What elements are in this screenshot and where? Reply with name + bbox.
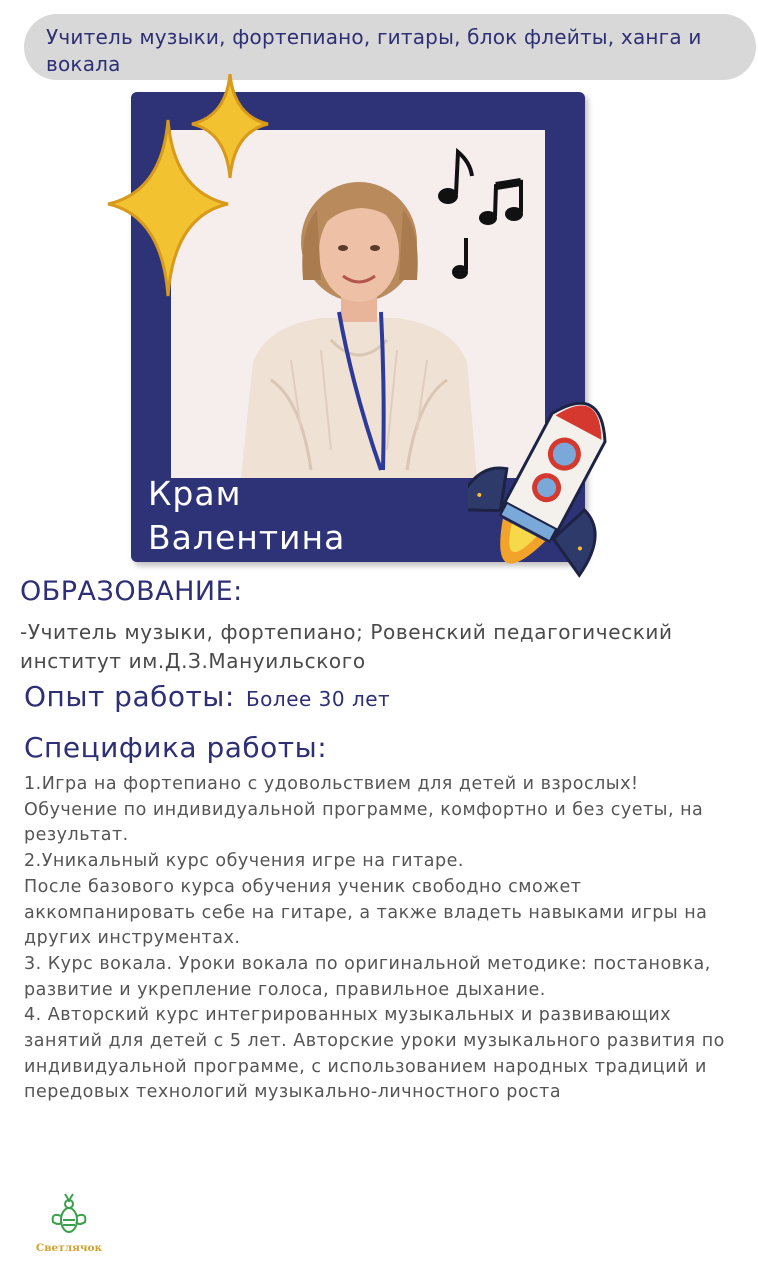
list-item: 3. Курс вокала. Уроки вокала по оригинальной методике: постановка, развитие и укрепление голоса, правильное дыхание.	[24, 953, 711, 1000]
page-title-banner	[24, 14, 756, 80]
specifics-list	[24, 772, 734, 1106]
education-text: -Учитель музыки, фортепиано; Ровенский педагогический институт им.Д.З.Мануильского	[20, 620, 673, 673]
music-notes-icon	[432, 146, 532, 286]
teacher-first-name: Валентина	[148, 518, 346, 557]
list-item: 1.Игра на фортепиано с удовольствием для детей и взрослых! Обучение по индивидуальной программе, комфортно и без суеты, на результат.	[24, 774, 704, 846]
teacher-name	[148, 472, 345, 560]
sparkle-star-icon	[104, 74, 274, 304]
list-item: 2.Уникальный курс обучения игре на гитаре.	[24, 851, 464, 872]
experience-value: Более 30 лет	[245, 687, 391, 711]
brand-logo-text: Светлячок	[35, 1242, 103, 1254]
experience-row	[24, 680, 390, 713]
teacher-surname: Крам	[148, 474, 242, 513]
firefly-logo-icon	[49, 1192, 89, 1236]
specifics-heading: Специфика работы:	[24, 731, 328, 764]
page-title: Учитель музыки, фортепиано, гитары, блок флейты, ханга и вокала	[46, 25, 702, 76]
list-item: После базового курса обучения ученик свободно сможет аккомпанировать себе на гитаре, а также владеть навыками игры на других инструментах.	[24, 876, 708, 949]
rocket-icon	[468, 380, 628, 590]
brand-logo	[28, 1192, 110, 1256]
experience-label: Опыт работы:	[24, 680, 235, 713]
education-heading: ОБРАЗОВАНИЕ:	[20, 576, 243, 607]
list-item: 4. Авторский курс интегрированных музыкальных и развивающих занятий для детей с 5 лет. Авторские уроки музыкального развития по индивидуальной программе, с использованием народных традиций и передовых технологий музыкально-личностного роста	[24, 1005, 725, 1103]
